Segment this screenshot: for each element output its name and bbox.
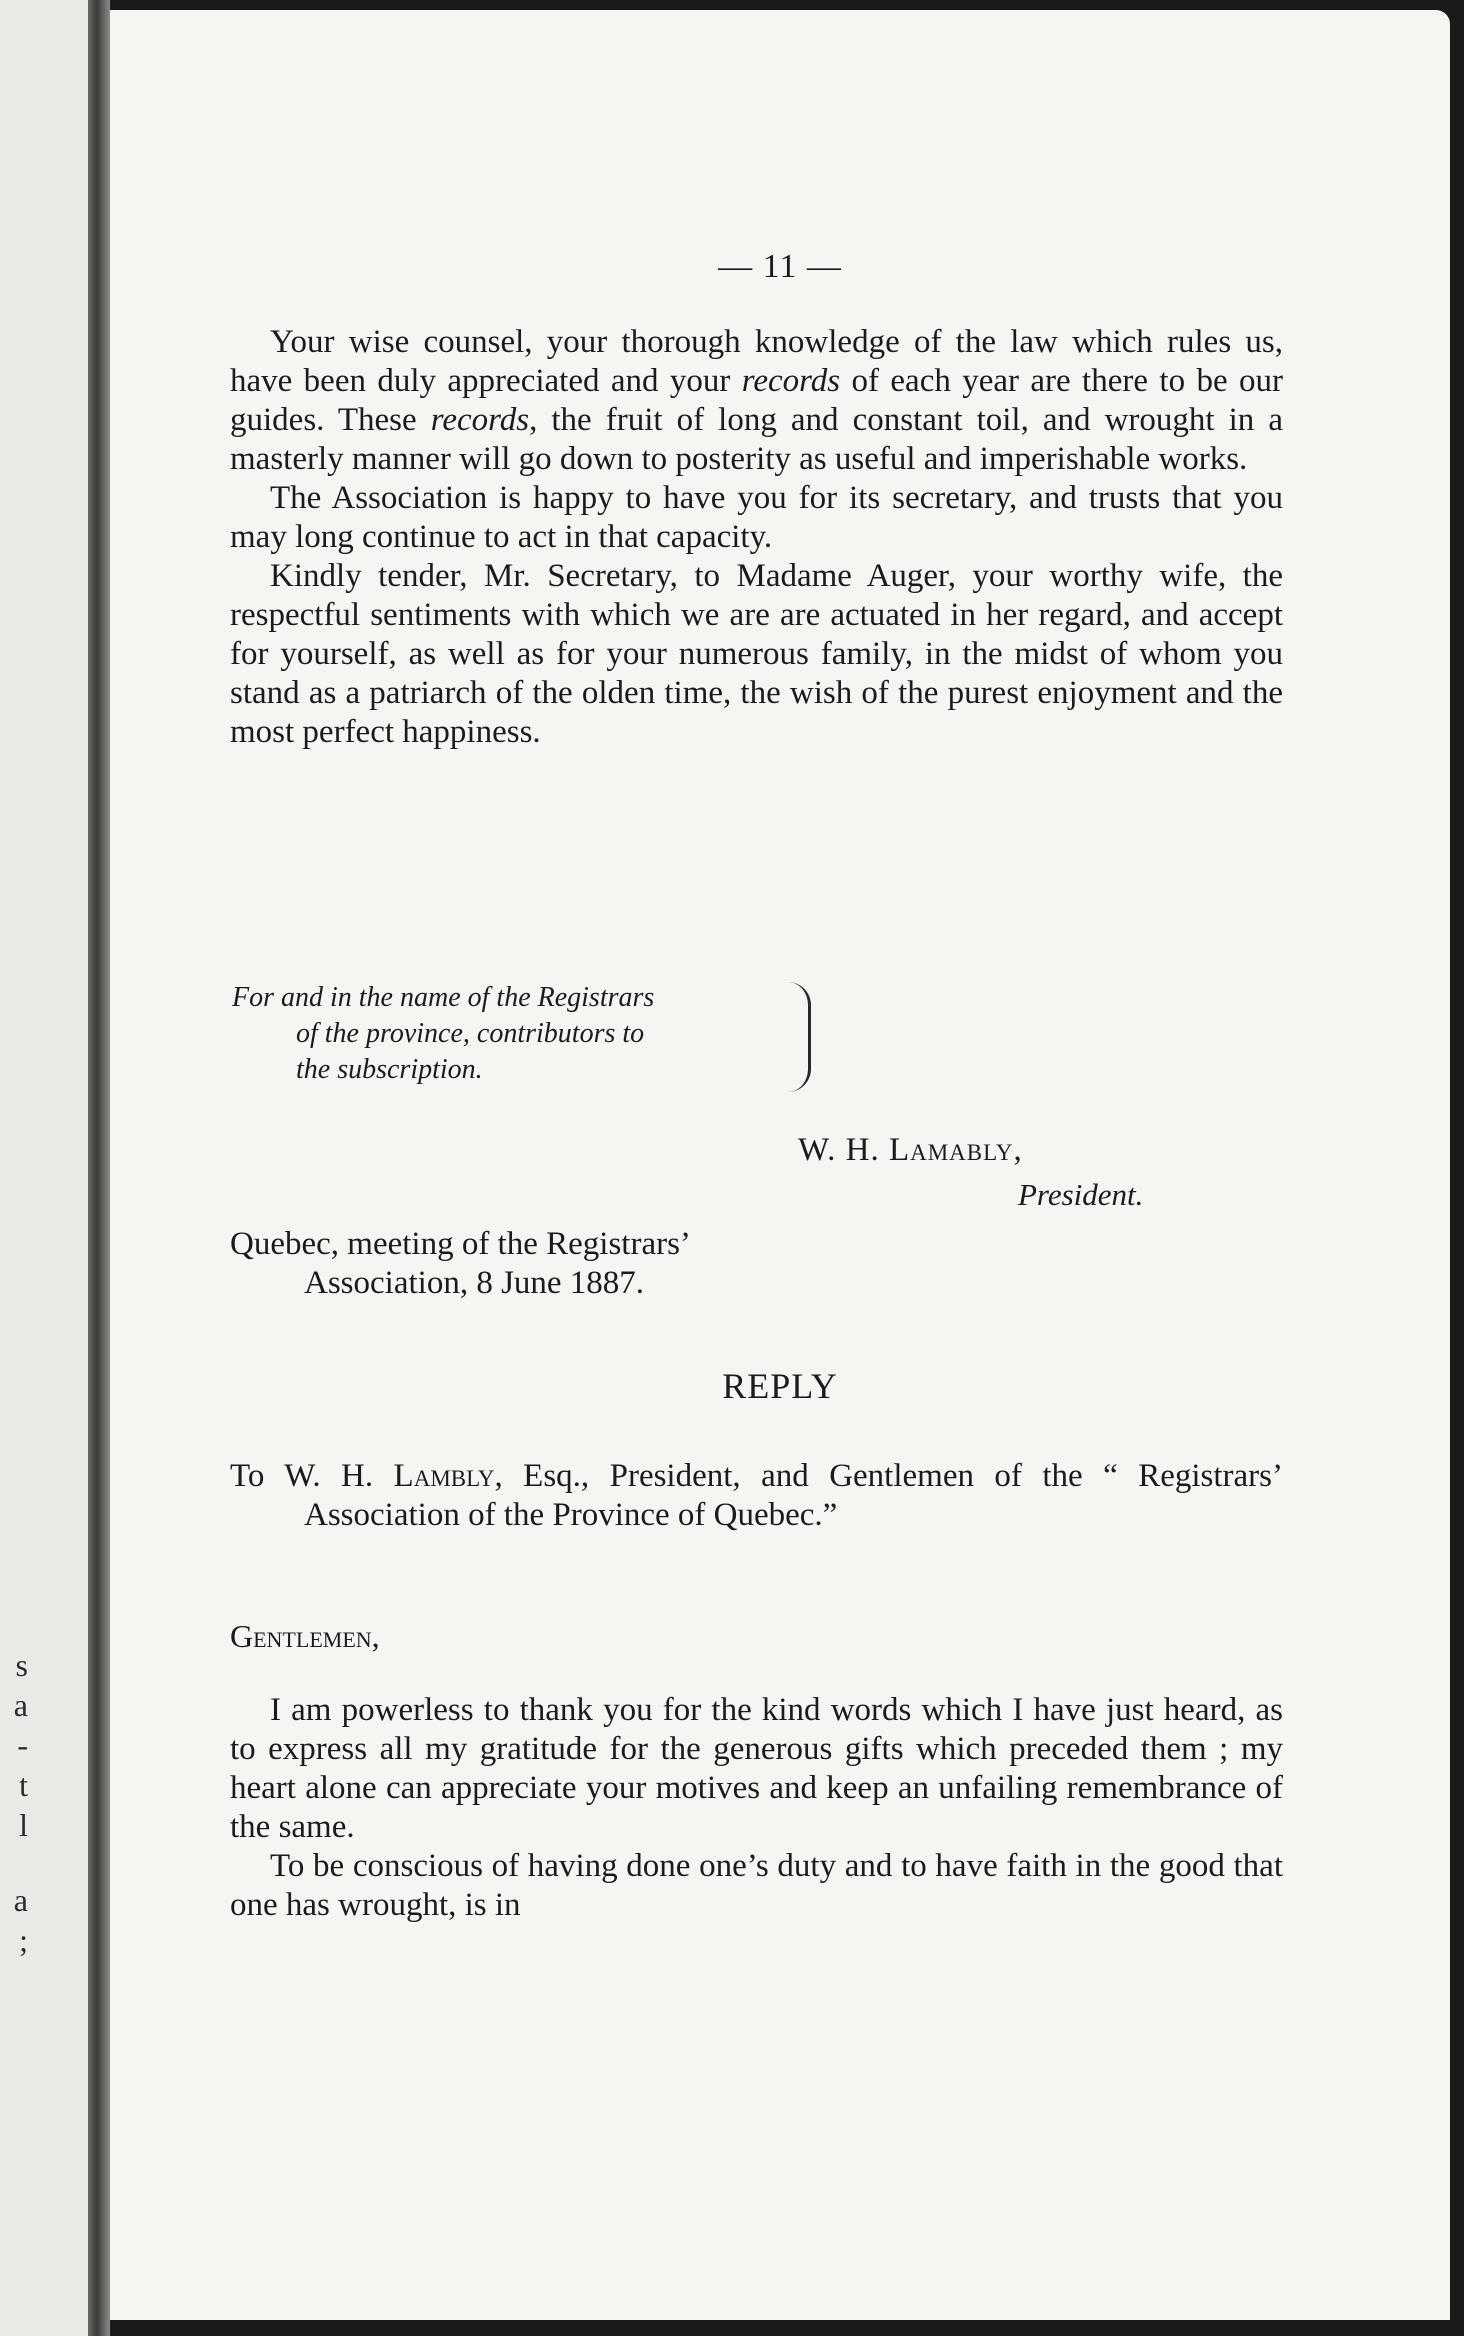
dedication-line: of the province, contributors to [296, 1018, 645, 1049]
place-line: Quebec, meeting of the Registrars’ [230, 1226, 691, 1262]
dedication-note [232, 980, 832, 1088]
curly-brace-icon [788, 982, 811, 1092]
document-page [110, 10, 1450, 2320]
place-and-date [230, 1225, 691, 1303]
prev-page-fragment: s [15, 1647, 28, 1683]
page-number: — 11 — [718, 248, 842, 285]
signatory-title: President. [1018, 1177, 1144, 1212]
paragraph-counsel: Your wise counsel, your thorough knowledge of the law which rules us, have been duly appreciated and your records of each year are there to be our guides. These records, the fruit of long and constant toil, and wrought in a masterly manner will go down to posterity as useful and imperishable works. [230, 324, 1284, 477]
paragraph-duty: To be conscious of having done one’s duty and to have faith in the good that one has wrought, is in [230, 1848, 1283, 1923]
signatory-name: W. H. Lamably, [798, 1132, 1023, 1168]
prev-page-fragment: l [19, 1807, 28, 1843]
paragraph-secretary: The Association is happy to have you for its secretary, and trusts that you may long continue to act in that capacity. [230, 480, 1283, 555]
reply-body [230, 1691, 1283, 1925]
prev-page-fragment: t [19, 1767, 28, 1803]
reply-heading: REPLY [722, 1366, 838, 1406]
salutation: Gentlemen, [230, 1618, 380, 1654]
dedication-line: For and in the name of the Registrars [232, 982, 655, 1013]
reply-address [230, 1457, 1283, 1535]
prev-page-fragment: a [13, 1687, 28, 1723]
paragraph-gratitude: I am powerless to thank you for the kind words which I have just heard, as to express all my gratitude for the generous gifts which preceded them ; my heart alone can appreciate your motives and keep an unfailing remembrance of the same. [230, 1692, 1283, 1845]
paragraph-tender: Kindly tender, Mr. Secretary, to Madame Auger, your worthy wife, the respectful sentiments with which we are are actuated in her regard, and accept for yourself, as well as for your numerous family, in the midst of whom you stand as a patriarch of the olden time, the wish of the purest enjoyment and the most perfect happiness. [230, 558, 1283, 750]
prev-page-fragment: ; [19, 1922, 28, 1958]
book-binding [88, 0, 110, 2336]
prev-page-fragment: a [13, 1882, 28, 1918]
previous-page-edge [0, 0, 95, 2336]
letter-body [230, 323, 1283, 752]
place-line: Association, 8 June 1887. [304, 1265, 645, 1301]
prev-page-fragment: - [17, 1727, 28, 1763]
dedication-line: the subscription. [296, 1054, 483, 1085]
address-paragraph: To W. H. Lambly, Esq., President, and Gentlemen of the “ Registrars’ Association of the Province of Quebec.” [230, 1458, 1283, 1533]
